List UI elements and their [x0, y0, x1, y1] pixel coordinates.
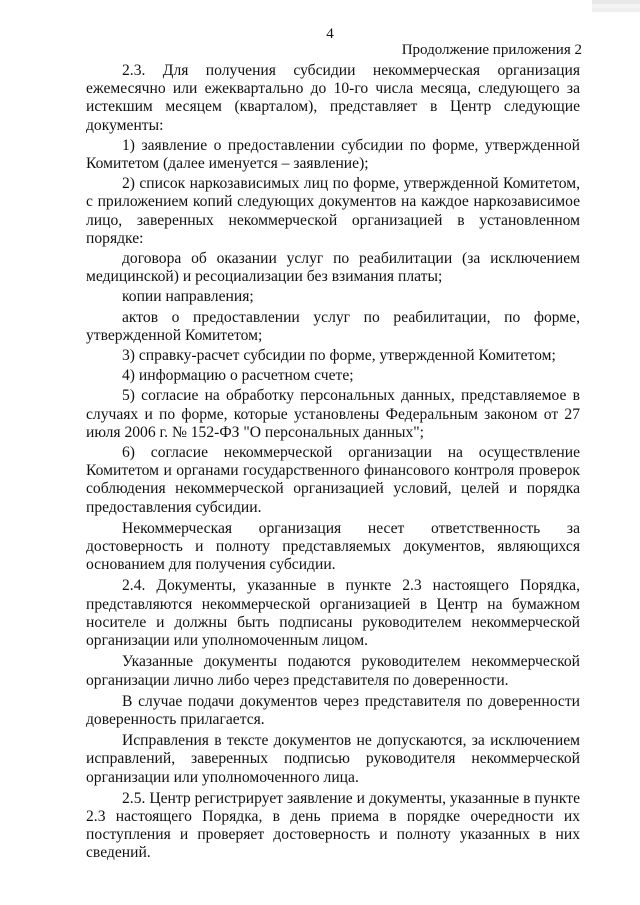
paragraph-2-3: 2.3. Для получения субсидии некоммерческая организация ежемесячно или ежеквартально до 10-го числа месяца, следующего за истекшим месяцем (кварталом), представляет в Центр следующие документы:	[86, 62, 580, 134]
document-body	[86, 62, 580, 865]
paragraph-2-4: 2.4. Документы, указанные в пункте 2.3 настоящего Порядка, представляются некоммерческой организацией в Центр на бумажном носителе и должны быть подписаны руководителем некоммерческой организации или уполномоченным лицом.	[86, 577, 580, 650]
sub-item-service-acts: актов о предоставлении услуг по реабилитации, по форме, утвержденной Комитетом;	[86, 308, 580, 344]
page-number: 4	[326, 26, 334, 42]
scan-edge-mark	[592, 0, 640, 14]
list-item-5: 5) согласие на обработку персональных данных, представляемое в случаях и по форме, которые установлены Федеральным законом от 27 июля 2006 г. № 152-ФЗ "О персональных данных";	[86, 387, 580, 441]
sub-item-referral-copies: копии направления;	[122, 288, 254, 306]
power-of-attorney-paragraph: В случае подачи документов через представителя по доверенности доверенность прилагается.	[86, 692, 580, 728]
list-item-2: 2) список наркозависимых лиц по форме, утвержденной Комитетом, с приложением копий следующих документов на каждое наркозависимое лицо, заверенных некоммерческой организацией в установленном порядке:	[86, 175, 580, 247]
list-item-4: 4) информацию о расчетном счете;	[122, 367, 354, 385]
list-item-1: 1) заявление о предоставлении субсидии по форме, утвержденной Комитетом (далее именуется – заявление);	[86, 136, 580, 173]
submission-paragraph: Указанные документы подаются руководителем некоммерческой организации лично либо через представителя по доверенности.	[86, 653, 580, 689]
responsibility-paragraph: Некоммерческая организация несет ответственность за достоверность и полноту представляемых документов, являющихся основанием для получения субсидии.	[86, 519, 580, 574]
corrections-paragraph: Исправления в тексте документов не допускаются, за исключением исправлений, заверенных подписью руководителя некоммерческой организации или уполномоченного лица.	[86, 732, 580, 786]
paragraph-2-5: 2.5. Центр регистрирует заявление и документы, указанные в пункте 2.3 настоящего Порядка, в день приема в порядке очередности их поступления и проверяет достоверность и полноту указанных в них сведений.	[86, 789, 580, 862]
list-item-6: 6) согласие некоммерческой организации на осуществление Комитетом и органами государственного финансового контроля проверок соблюдения некоммерческой организацией условий, целей и порядка предоставления субсидии.	[86, 444, 580, 516]
list-item-3: 3) справку-расчет субсидии по форме, утвержденной Комитетом;	[122, 347, 556, 365]
appendix-continuation-note: Продолжение приложения 2	[401, 42, 582, 58]
sub-item-contract: договора об оказании услуг по реабилитации (за исключением медицинской) и ресоциализации без взимания платы;	[86, 250, 580, 286]
